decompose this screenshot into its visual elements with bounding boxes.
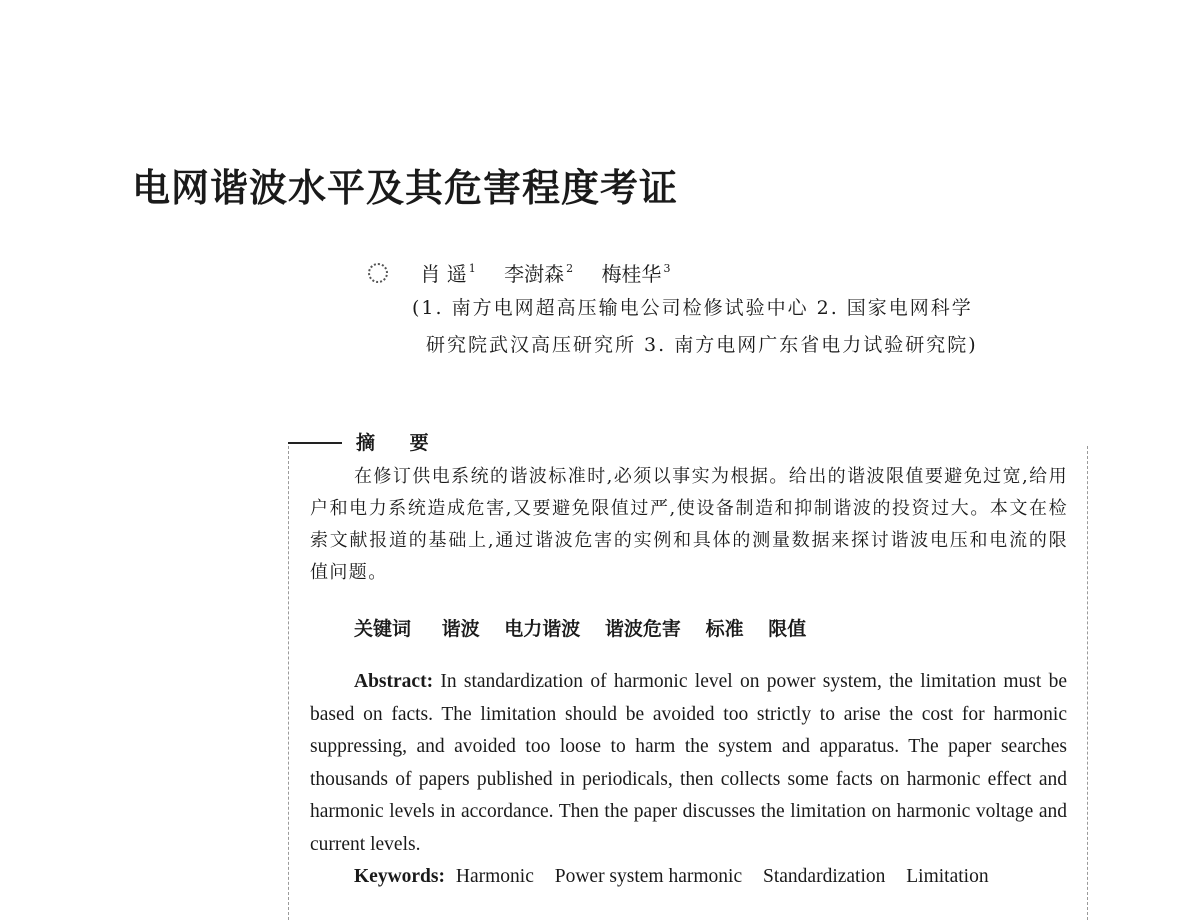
keyword-chinese: 电力谐波 xyxy=(504,618,581,640)
affiliation-line-2: 研究院武汉高压研究所 3. 南方电网广东省电力试验研究院) xyxy=(426,334,978,356)
keyword-chinese: 谐波 xyxy=(441,618,480,640)
abstract-english-label: Abstract: xyxy=(354,671,434,692)
keyword-english: Power system harmonic xyxy=(554,866,743,887)
abstract-english xyxy=(310,666,1067,861)
keyword-chinese: 限值 xyxy=(768,618,807,640)
author-name: 李澍森 xyxy=(504,262,565,286)
keywords-english-label: Keywords: xyxy=(354,866,445,887)
author-affiliation-marker: 3 xyxy=(663,262,671,275)
abstract-frame-right-border xyxy=(1087,446,1088,920)
abstract-heading: 摘 要 xyxy=(356,432,443,454)
keyword-chinese: 谐波危害 xyxy=(604,618,681,640)
keywords-chinese xyxy=(354,614,824,644)
abstract-english-text: In standardization of harmonic level on power system, the limitation must be based on facts. The limitation should be avoided too strictly to arise the cost for harmonic suppressing, and avoided too loose to harm the system and apparatus. The paper searches thousands of papers published in periodicals, then collects some facts on harmonic effect and harmonic levels in accordance. Then the paper discusses the limitation on harmonic voltage and current levels. xyxy=(310,671,1067,855)
author-name: 肖 遥 xyxy=(420,262,467,286)
keywords-chinese-label: 关键词 xyxy=(354,618,412,640)
keyword-english: Harmonic xyxy=(455,866,534,887)
affiliation-line-1: (1. 南方电网超高压输电公司检修试验中心 2. 国家电网科学 xyxy=(412,297,973,319)
keyword-english: Standardization xyxy=(763,866,886,887)
author-name: 梅桂华 xyxy=(601,262,662,286)
author-bullet-icon xyxy=(368,263,388,283)
keyword-chinese: 标准 xyxy=(705,618,744,640)
author-1 xyxy=(420,262,475,286)
abstract-heading-rule xyxy=(288,442,342,444)
author-affiliation-marker: 1 xyxy=(468,262,476,275)
paper-title: 电网谐波水平及其危害程度考证 xyxy=(132,165,679,210)
author-2 xyxy=(504,262,573,286)
abstract-frame-left-border xyxy=(288,446,289,920)
author-3 xyxy=(601,262,670,286)
abstract-chinese: 在修订供电系统的谐波标准时,必须以事实为根据。给出的谐波限值要避免过宽,给用户和电力系统造成危害,又要避免限值过严,使设备制造和抑制谐波的投资过大。本文在检索文献报道的基础上,通过谐波危害的实例和具体的测量数据来探讨谐波电压和电流的限值问题。 xyxy=(310,466,1068,583)
keyword-english: Limitation xyxy=(906,866,989,887)
author-affiliation-marker: 2 xyxy=(566,262,574,275)
author-line xyxy=(368,254,692,284)
keywords-english xyxy=(354,861,1005,893)
